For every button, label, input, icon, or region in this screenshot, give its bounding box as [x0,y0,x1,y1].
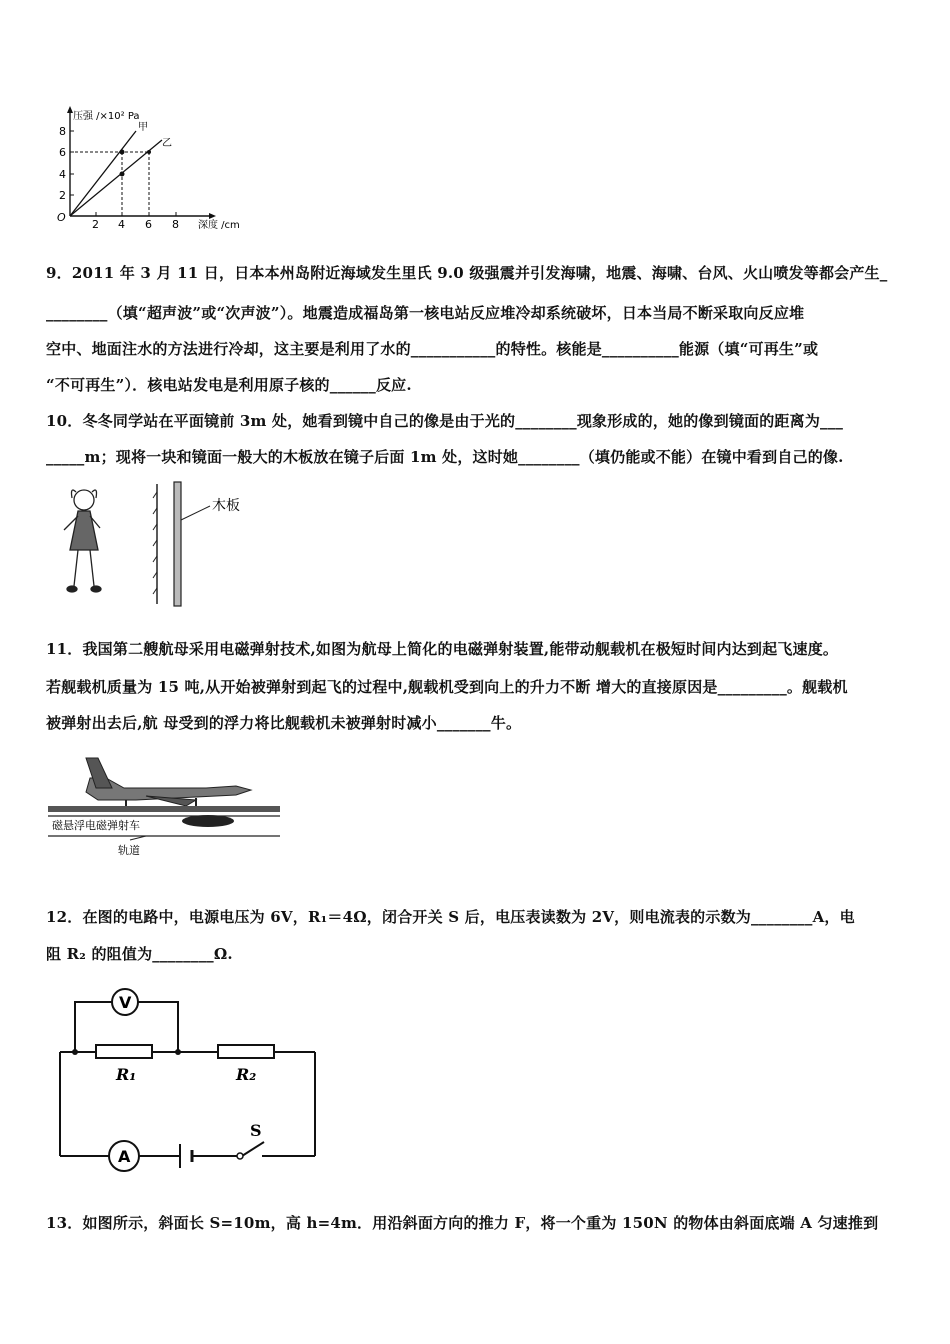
line-yi-label: 乙 [162,138,172,149]
point-jia [120,150,125,155]
q9-line2: ________（填“超声波”或“次声波”）。地震造成福岛第一核电站反应堆冷却系统破坏，日本当局不断采取向反应堆 [46,304,805,322]
y-tick-8: 8 [59,125,66,138]
y-tick-2: 2 [59,189,66,202]
x-tick-6: 6 [145,218,152,231]
x-axis-label: 深度 /cm [198,220,240,231]
deck [48,806,280,812]
switch-label: S [250,1121,262,1140]
circuit-figure [50,980,330,1180]
r2-label: R₂ [236,1065,257,1084]
q12-line2: 阻 R₂ 的阻值为________Ω. [46,945,233,963]
q9-line3: 空中、地面注水的方法进行冷却，这主要是利用了水的___________的特性。核能是__________能源（填“可再生”或 [46,340,819,358]
x-ticks [92,212,179,231]
switch-lever [242,1142,264,1156]
car-label: 磁悬浮电磁弹射车 [52,819,140,832]
resistor-r2 [218,1045,274,1058]
q9-line1: 9．2011 年 3 月 11 日，日本本州岛附近海域发生里氏 9.0 级强震并引发海啸，地震、海啸、台风、火山喷发等都会产生_ [46,264,888,282]
q11-line3: 被弹射出去后,航 母受到的浮力将比舰载机未被弹射时减小_______牛。 [46,714,522,732]
track-label: 轨道 [118,844,140,857]
y-tick-4: 4 [59,168,66,181]
y-ticks [59,125,74,202]
point-yi [147,150,151,154]
catapult-car [182,815,234,827]
point-yi-4 [120,172,125,177]
q13-line1: 13．如图所示，斜面长 S=10m，高 h=4m．用沿斜面方向的推力 F，将一个重为 150N 的物体由斜面底端 A 匀速推到 [46,1214,879,1232]
y-tick-6: 6 [59,146,66,159]
girl-illustration [64,490,101,592]
x-tick-8: 8 [172,218,179,231]
q10-line1: 10．冬冬同学站在平面镜前 3m 处，她看到镜中自己的像是由于光的________现象形成的，她的像到镜面的距离为___ [46,412,844,430]
voltmeter-label: V [119,993,132,1012]
q11-line1: 11．我国第二艘航母采用电磁弹射技术,如图为航母上简化的电磁弹射装置,能带动舰载机在极短时间内达到起飞速度。 [46,640,839,658]
catapult-figure [46,748,286,860]
resistor-r1 [96,1045,152,1058]
r1-label: R₁ [116,1065,137,1084]
x-tick-4: 4 [118,218,125,231]
mirror [153,484,157,604]
jet-illustration [86,758,251,806]
q12-line1: 12．在图的电路中，电源电压为 6V，R₁＝4Ω，闭合开关 S 后，电压表读数为 2V，则电流表的示数为________A，电 [46,908,855,926]
origin-label: O [57,211,66,224]
x-tick-2: 2 [92,218,99,231]
mirror-figure [50,478,280,610]
q9-line4: “不可再生”）．核电站发电是利用原子核的______反应. [46,376,412,394]
y-axis-label: 压强 /×10² Pa [73,111,140,122]
board-label: 木板 [212,498,240,514]
board [174,482,240,606]
line-jia-label: 甲 [138,122,148,133]
pressure-depth-graph [50,104,270,234]
q10-line2: _____m；现将一块和镜面一般大的木板放在镜子后面 1m 处，这时她________（填仍能或不能）在镜中看到自己的像. [46,448,844,466]
q11-line2: 若舰载机质量为 15 吨,从开始被弹射到起飞的过程中,舰载机受到向上的升力不断 增大的直接原因是_________。舰载机 [46,678,848,696]
line-jia [70,131,136,216]
ammeter-label: A [118,1147,131,1166]
